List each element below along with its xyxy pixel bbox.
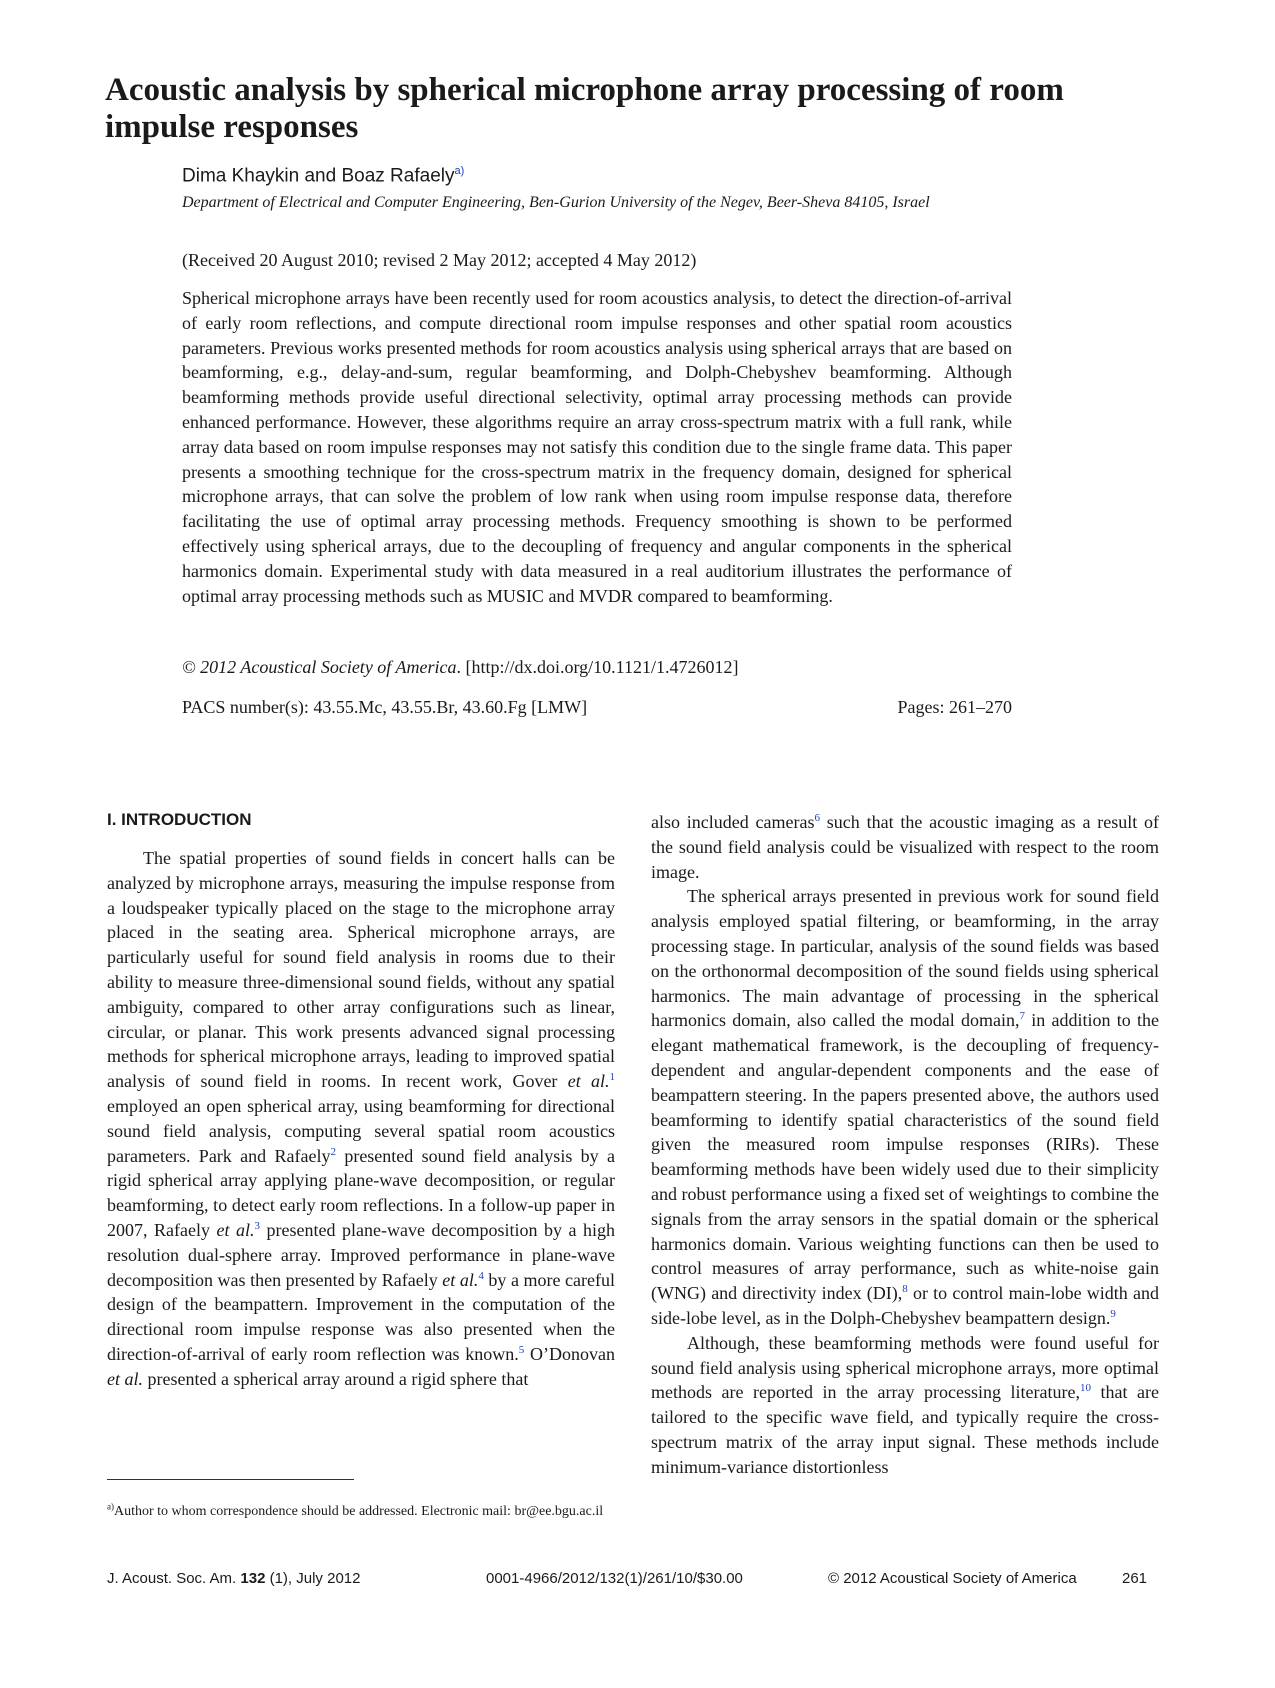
citation-link-2[interactable]: 2 (330, 1145, 336, 1158)
received-dates: (Received 20 August 2010; revised 2 May 2012; accepted 4 May 2012) (182, 250, 697, 270)
author-footnote-link[interactable]: a) (454, 165, 465, 177)
intro-paragraph-3: Although, these beamforming methods were found useful for sound field analysis using spherical microphone arrays, more optimal methods are reported in the array processing literature,$^{10}$ that are tailored to the specific wave field, and typically require the cross-spectrum matrix of the array input signal. These methods include minimum-variance distortionless (651, 1332, 1159, 1477)
paper-title: Acoustic analysis by spherical microphone array processing of room impulse responses (105, 72, 1064, 145)
citation-link-4[interactable]: 4 (478, 1269, 484, 1282)
citation-link-6[interactable]: 6 (814, 812, 821, 824)
citation-link-7[interactable]: 7 (1019, 1010, 1025, 1023)
intro-paragraph-continued: also included cameras$^6$ such that the acoustic imaging as a result of the sound field analysis could be visualized with respect to the room image. (651, 812, 1159, 882)
citation-link-8[interactable]: 8 (902, 1283, 908, 1296)
citation-link-9[interactable]: 9 (1110, 1307, 1116, 1320)
author-names: Dima Khaykin and Boaz Rafaely (182, 165, 455, 187)
intro-paragraph-2: The spherical arrays presented in previous work for sound field analysis employed spatial filtering, or beamforming, in the array processing stage. In particular, analysis of the sound fields was based on the orthonormal decomposition of the sound fields using spherical harmonics. The main advantage of processing in the spherical harmonics domain, also called the modal domain,$^7$ in addition to the elegant mathematical framework, is the decoupling of frequency-dependent and angular-dependent components and the ease of beampattern steering. In the papers presented above, the authors used beamforming to identify spatial characteristics of the sound field given the measured room impulse responses (RIRs). These beamforming methods have been widely used due to their simplicity and robust performance using a fixed set of weightings to combine the signals from the array sensors in the spatial domain or the spherical harmonics domain. Various weighting functions can then be used to control measures of array performance, such as white-noise gain (WNG) and directivity index (DI),$^8$ or to control main-lobe width and side-lobe level, as in the Dolph-Chebyshev beampattern design.$^9$ (651, 886, 1159, 1328)
pacs-numbers: PACS number(s): 43.55.Mc, 43.55.Br, 43.60.Fg [LMW] (182, 697, 588, 717)
copyright-doi-line (182, 657, 738, 678)
affiliation: Department of Electrical and Computer Engineering, Ben-Gurion University of the Negev, Beer-Sheva 84105, Israel (182, 194, 930, 211)
page-number: 261 (1122, 1570, 1148, 1587)
page-range: Pages: 261–270 (897, 697, 1012, 717)
footer-article-code: 0001-4966/2012/132(1)/261/10/$30.00 (486, 1570, 743, 1587)
footnote (107, 1502, 615, 1522)
citation-link-3[interactable]: 3 (254, 1219, 261, 1232)
copyright-society: © 2012 Acoustical Society of America (182, 657, 457, 677)
footnote-mark: a) (107, 1501, 114, 1512)
authors (182, 165, 464, 187)
footnote-text: Author to whom correspondence should be addressed. Electronic mail: br@ee.bgu.ac.il (114, 1504, 604, 1519)
intro-paragraph-1: The spatial properties of sound fields in concert halls can be analyzed by microphone arrays, measuring the impulse response from a loudspeaker typically placed on the stage to the microphone array placed in the seating area. Spherical microphone arrays, are particularly useful for sound field analysis in rooms due to their ability to measure three-dimensional sound fields, without any spatial ambiguity, compared to other array configurations such as linear, circular, or planar. This work presents advanced signal processing methods for spherical microphone arrays, leading to improved spatial analysis of sound field in rooms. In recent work, Gover et al.$^1$ employed an open spherical array, using beamforming for directional sound field analysis, computing several spatial room acoustics parameters. Park and Rafaely$^2$ presented sound field analysis by a rigid spherical array applying plane-wave decomposition, or regular beamforming, to detect early room reflections. In a follow-up paper in 2007, Rafaely et al.$^3$ presented plane-wave decomposition by a high resolution dual-sphere array. Improved performance in plane-wave decomposition was then presented by Rafaely et al.$^4$ by a more careful design of the beampattern. Improvement in the computation of the directional room impulse response was also presented when the direction-of-arrival of early room reflection was known.$^5$ O’Donovan et al. presented a spherical array around a rigid sphere that (107, 848, 616, 1389)
right-column (651, 810, 1159, 1480)
footnote-divider (107, 1479, 354, 1480)
footer-journal: J. Acoust. Soc. Am. 132 (1), July 2012 (107, 1570, 361, 1587)
citation-link-5[interactable]: 5 (518, 1343, 525, 1356)
left-column (107, 846, 615, 1392)
citation-link-10[interactable]: 10 (1079, 1382, 1091, 1395)
abstract: Spherical microphone arrays have been recently used for room acoustics analysis, to detect the direction-of-arrival of early room reflections, and compute directional room impulse responses and other spatial room acoustics parameters. Previous works presented methods for room acoustics analysis using spherical arrays that are based on beamforming, e.g., delay-and-sum, regular beamforming, and Dolph-Chebyshev beamforming. Although beamforming methods provide useful directional selectivity, optimal array processing methods can provide enhanced performance. However, these algorithms require an array cross-spectrum matrix with a full rank, while array data based on room impulse responses may not satisfy this condition due to the single frame data. This paper presents a smoothing technique for the cross-spectrum matrix in the frequency domain, designed for spherical microphone arrays, that can solve the problem of low rank when using room impulse response data, therefore facilitating the use of optimal array processing methods. Frequency smoothing is shown to be performed effectively using spherical arrays, due to the decoupling of frequency and angular components in the spherical harmonics domain. Experimental study with data measured in a real auditorium illustrates the performance of optimal array processing methods such as MUSIC and MVDR compared to beamforming. (182, 288, 1012, 606)
section-heading-introduction: I. INTRODUCTION (107, 810, 252, 829)
footer-volume: 132 (240, 1570, 266, 1587)
footer-copyright: © 2012 Acoustical Society of America (828, 1570, 1077, 1587)
doi-link[interactable]: . [http://dx.doi.org/10.1121/1.4726012] (456, 657, 739, 677)
citation-link-1[interactable]: 1 (609, 1071, 615, 1084)
